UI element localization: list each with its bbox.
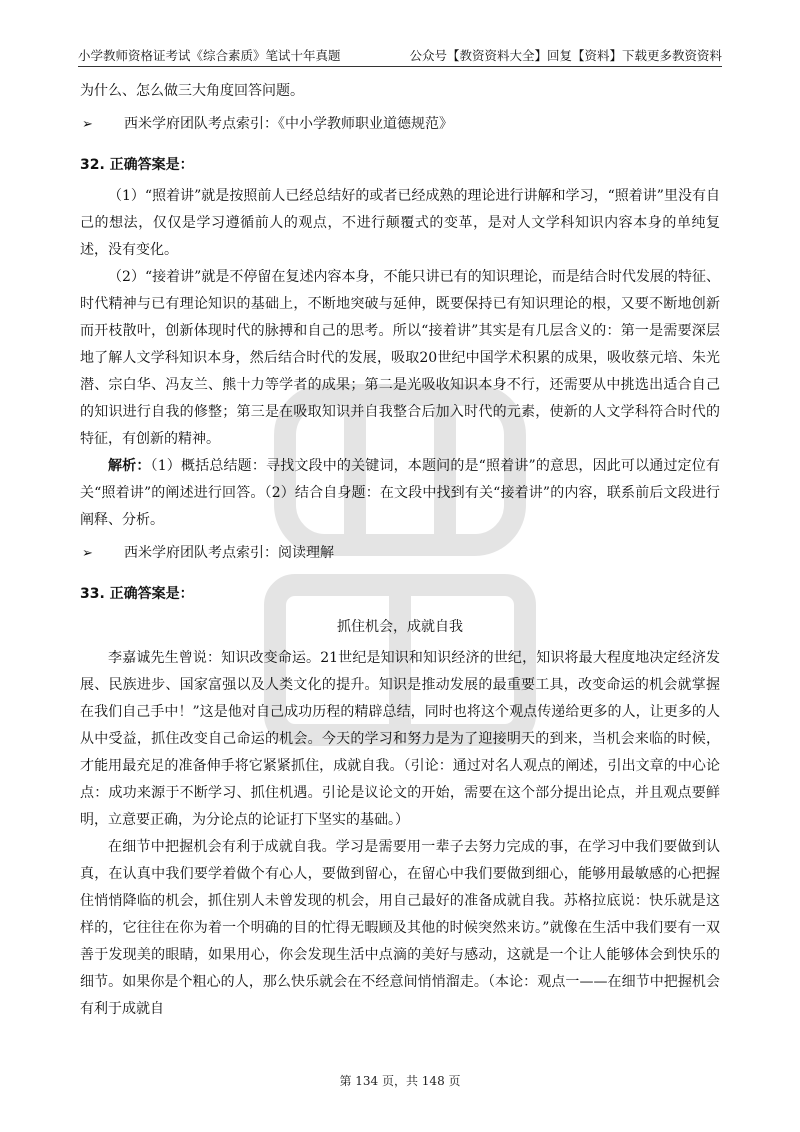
page-footer: 第 134 页，共 148 页 xyxy=(339,1074,461,1088)
q33-paragraph-1: 李嘉诚先生曾说：知识改变命运。21世纪是知识和知识经济的世纪，知识将最大程度地决定经济发展、民族进步、国家富强以及人类文化的提升。知识是推动发展的最重要工具，改变命运的机会就掌握在我们自己手中！”这是他对自己成功历程的精辟总结，同时也将这个观点传递给更多的人，让更多的人从中受益，抓住改变自己命运的机会。今天的学习和努力是为了迎接明天的到来，当机会来临的时候，才能用最充足的准备伸手将它紧紧抓住，成就自我。（引论：通过对名人观点的阐述，引出文章的中心论点：成功来源于不断学习、抓住机遇。引论是议论文的开始，需要在这个部分提出论点，并且观点要鲜明，立意要正确，为分论点的论证打下坚实的基础。） xyxy=(80,650,720,828)
q32-paragraph-1: （1）“照着讲”就是按照前人已经总结好的或者已经成熟的理论进行讲解和学习，“照着讲”里没有自己的想法，仅仅是学习遵循前人的观点，不进行颠覆式的变革，是对人文学科知识内容本身的单纯复述，没有变化。 xyxy=(80,188,720,258)
document-body xyxy=(80,78,720,1023)
essay-title: 抓住机会，成就自我 xyxy=(337,619,463,635)
question-33-heading: 33. 正确答案是： xyxy=(80,586,194,602)
q32-paragraph-2: （2）“接着讲”就是不停留在复述内容本身，不能只讲已有的知识理论，而是结合时代发展的特征、时代精神与已有理论知识的基础上，不断地突破与延伸，既要保持已有知识理论的根，又要不断地创新而开枝散叶，创新体现时代的脉搏和自己的思考。所以“接着讲”其实是有几层含义的：第一是需要深层地了解人文学科知识本身，然后结合时代的发展，吸取20世纪中国学术积累的成果，吸收蔡元培、朱光潜、宗白华、冯友兰、熊十力等学者的成果；第二是光吸收知识本身不行，还需要从中挑选出适合自己的知识进行自我的修整；第三是在吸取知识并自我整合后加入时代的元素，使新的人文学科符合时代的特征，有创新的精神。 xyxy=(80,269,720,447)
arrow-bullet-icon: ➢ xyxy=(82,546,93,561)
header-left-title: 小学教师资格证考试《综合素质》笔试十年真题 xyxy=(78,48,341,63)
bullet-item xyxy=(80,111,720,138)
intro-line: 为什么、怎么做三大角度回答问题。 xyxy=(80,83,304,99)
bullet-item xyxy=(80,540,720,567)
q33-paragraph-2: 在细节中把握机会有利于成就自我。学习是需要用一辈子去努力完成的事，在学习中我们要做到认真，在认真中我们要学着做个有心人，要做到留心，在留心中我们要做到细心，能够用最敏感的心把握住悄悄降临的机会，抓住别人未曾发现的机会，用自己最好的准备成就自我。苏格拉底说：快乐就是这样的，它往往在你为着一个明确的目的忙得无暇顾及其他的时候突然来访。”就像在生活中我们要有一双善于发现美的眼睛，如果用心，你会发现生活中点滴的美好与感动，这就是一个让人能够体会到快乐的细节。如果你是个粗心的人，那么快乐就会在不经意间悄悄溜走。（本论：观点一——在细节中把握机会有利于成就自 xyxy=(80,839,720,1017)
page-header xyxy=(78,46,722,67)
q32-analysis xyxy=(80,453,720,534)
analysis-text: （1）概括总结题：寻找文段中的关键词，本题问的是“照着讲”的意思，因此可以通过定位有关“照着讲”的阐述进行回答。（2）结合自身题：在文段中找到有关“接着讲”的内容，联系前后文段进行阐释、分析。 xyxy=(80,458,720,528)
arrow-bullet-icon: ➢ xyxy=(82,117,93,132)
bullet-text: 西米学府团队考点索引：阅读理解 xyxy=(124,545,334,561)
bullet-text: 西米学府团队考点索引：《中小学教师职业道德规范》 xyxy=(124,116,453,132)
question-32-heading: 32. 正确答案是： xyxy=(80,157,194,173)
header-right-notice: 公众号【教资资料大全】回复【资料】下载更多教资资料 xyxy=(409,48,722,63)
analysis-label: 解析： xyxy=(108,458,151,474)
